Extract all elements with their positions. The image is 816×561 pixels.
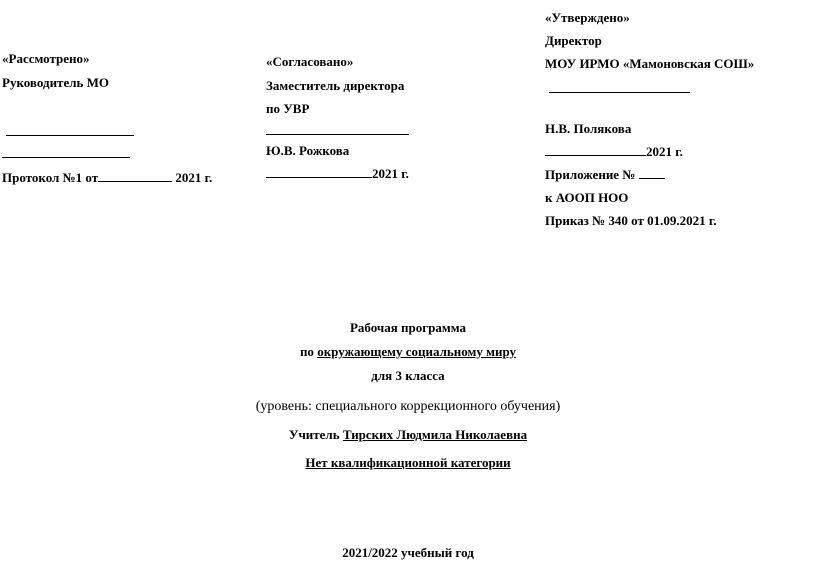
teacher-line [0, 427, 816, 443]
right-block-title: «Утверждено» [545, 10, 630, 25]
right-date-suffix: 2021 г. [646, 144, 683, 159]
left-protocol-line [2, 170, 212, 186]
right-role: Директор [545, 33, 602, 48]
left-block-role: Руководитель МО [2, 75, 110, 90]
qualification-category: Нет квалификационной категории [305, 455, 511, 470]
right-date-line [545, 144, 683, 160]
protocol-prefix: Протокол №1 от [2, 170, 99, 185]
protocol-suffix: 2021 г. [172, 170, 213, 185]
subject-name: окружающему социальному миру [317, 344, 517, 359]
program-subject-line [0, 344, 816, 360]
middle-date-line [266, 166, 409, 182]
program-title: Рабочая программа [349, 320, 467, 335]
right-aoop: к АООП НОО [545, 190, 629, 205]
teacher-prefix: Учитель [288, 427, 343, 442]
middle-date-suffix: 2021 г. [372, 166, 409, 181]
left-signature-line-1 [6, 135, 134, 136]
right-org: МОУ ИРМО «Мамоновская СОШ» [545, 56, 755, 71]
middle-name: Ю.В. Рожкова [266, 143, 350, 158]
appendix-number-blank [639, 167, 665, 179]
left-signature-line-2 [2, 157, 130, 158]
program-grade: для 3 класса [371, 368, 445, 383]
middle-signature-line [266, 134, 409, 135]
subject-prefix: по [299, 344, 318, 359]
protocol-date-blank [98, 170, 172, 182]
right-appendix-line [545, 167, 665, 183]
right-appendix: Приложение № [545, 167, 639, 182]
teacher-name: Тирских Людмила Николаевна [342, 427, 528, 442]
middle-block-title: «Согласовано» [266, 54, 354, 69]
program-level: (уровень: специального коррекционного обучения) [255, 399, 561, 414]
middle-role-line2: по УВР [266, 101, 310, 116]
right-name: Н.В. Полякова [545, 121, 632, 136]
academic-year: 2021/2022 учебный год [342, 545, 474, 560]
middle-date-blank [266, 166, 372, 178]
left-block-title: «Рассмотрено» [2, 51, 90, 66]
middle-role-line1: Заместитель директора [266, 78, 405, 93]
right-order: Приказ № 340 от 01.09.2021 г. [545, 213, 717, 228]
right-date-blank [545, 144, 646, 156]
right-signature-line [549, 92, 690, 93]
